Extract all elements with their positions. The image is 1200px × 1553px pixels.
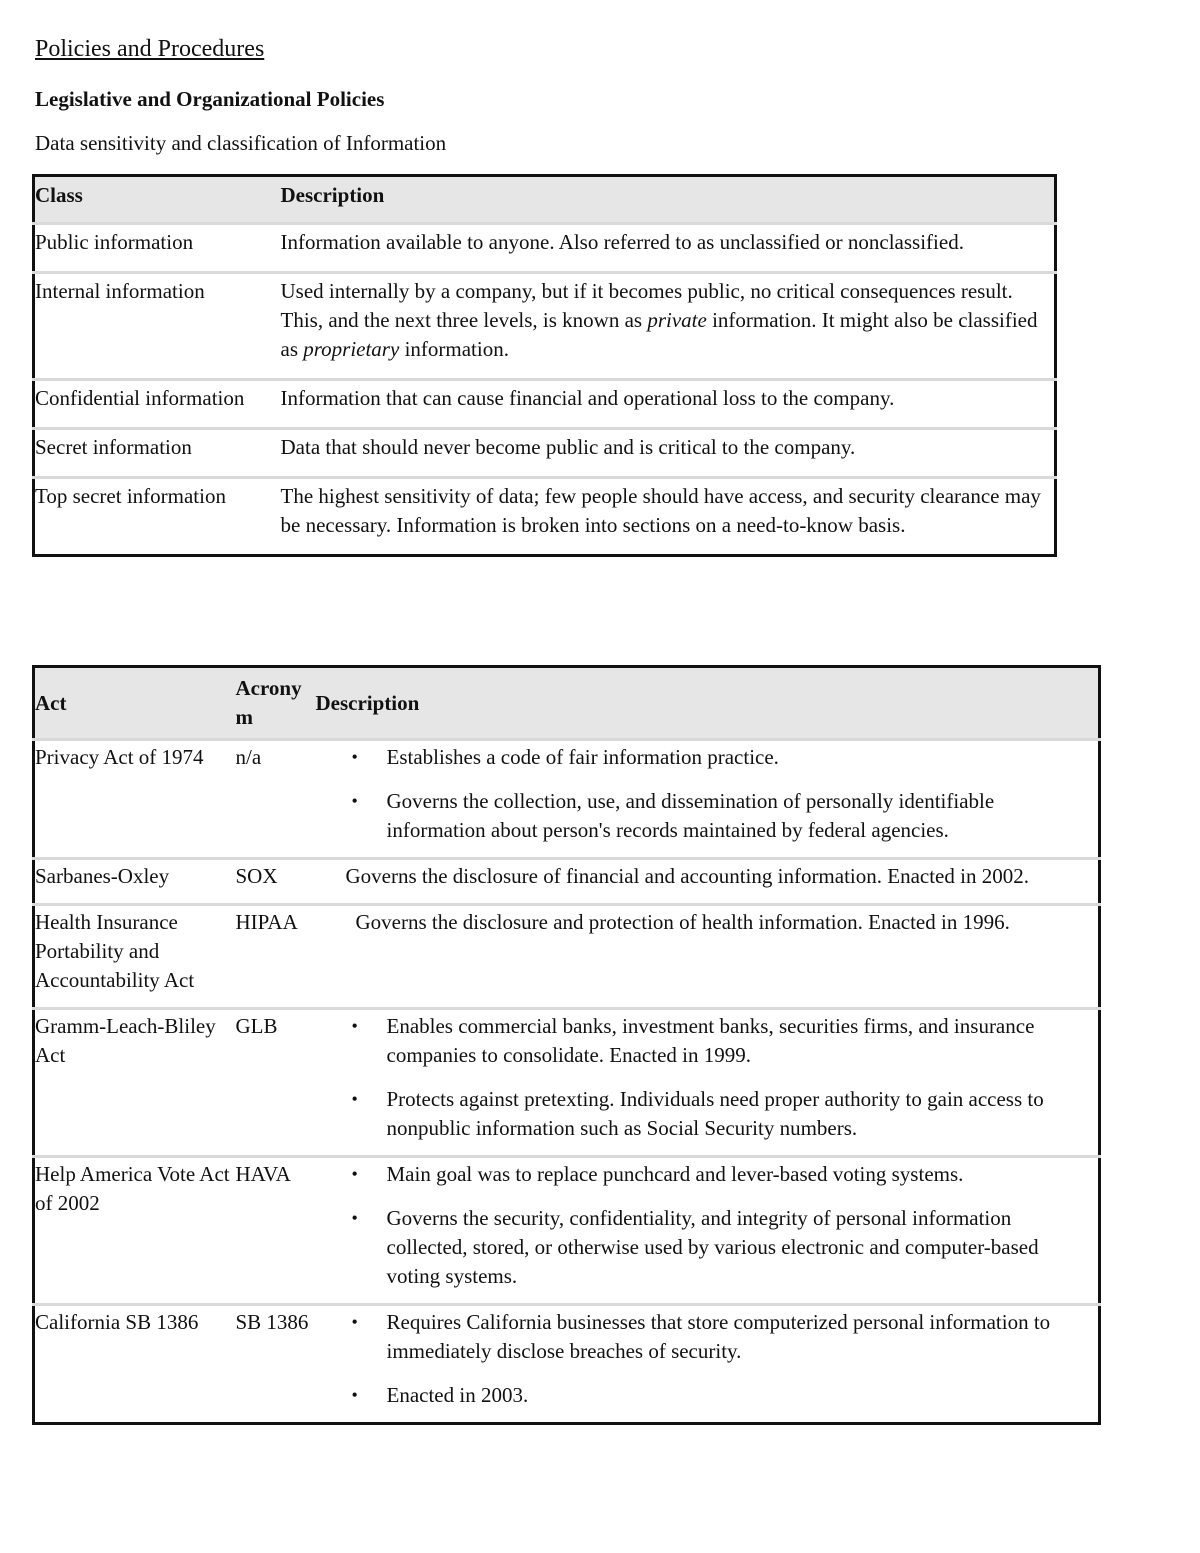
column-header-acronym bbox=[236, 667, 316, 740]
description-cell bbox=[281, 273, 1056, 380]
bullet-text: Requires California businesses that store computerized personal information to immediately disclose breaches of security. bbox=[386, 1310, 1051, 1363]
emphasis-text: private bbox=[647, 308, 707, 332]
table-row bbox=[34, 224, 1056, 273]
description-text: Used internally by a company, but if it becomes public, no critical consequences result. This, and the next three levels, is known as bbox=[280, 279, 1013, 332]
table-row bbox=[34, 740, 1100, 859]
description-cell: The highest sensitivity of data; few people should have access, and security clearance may be necessary. Information is broken into sections on a need-to-know basis. bbox=[281, 478, 1056, 556]
table-header-row bbox=[34, 667, 1100, 740]
intro-text: Data sensitivity and classification of Information bbox=[35, 131, 447, 155]
bullet-icon: • bbox=[351, 1016, 358, 1036]
act-cell: Sarbanes-Oxley bbox=[34, 859, 236, 905]
column-header-description: Description bbox=[280, 183, 385, 207]
act-cell: Privacy Act of 1974 bbox=[34, 740, 236, 859]
act-cell: Gramm-Leach-Bliley Act bbox=[34, 1009, 236, 1157]
acronym-cell: HAVA bbox=[236, 1157, 316, 1305]
table-row bbox=[34, 905, 1100, 1009]
acronym-cell: SOX bbox=[236, 859, 316, 905]
bullet-list bbox=[316, 1012, 1091, 1143]
classification-table bbox=[32, 174, 1057, 557]
table-row bbox=[34, 859, 1100, 905]
description-cell: Information available to anyone. Also referred to as unclassified or nonclassified. bbox=[281, 224, 1056, 273]
description-cell bbox=[316, 1009, 1100, 1157]
table-row bbox=[34, 478, 1056, 556]
bullet-item bbox=[316, 1012, 1091, 1070]
bullet-item bbox=[316, 743, 1091, 772]
bullet-icon: • bbox=[351, 1312, 358, 1332]
column-header-class: Class bbox=[35, 183, 83, 207]
description-text: Governs the disclosure and protection of health information. Enacted in 1996. bbox=[355, 910, 1010, 934]
bullet-icon: • bbox=[351, 1385, 358, 1405]
column-header-act: Act bbox=[35, 690, 67, 715]
bullet-text: Governs the security, confidentiality, and integrity of personal information collected, stored, or otherwise used by various electronic and computer-based voting systems. bbox=[386, 1206, 1039, 1288]
table-row bbox=[34, 1305, 1100, 1424]
description-text: information. It might also be classified as bbox=[280, 308, 1038, 361]
act-cell: California SB 1386 bbox=[34, 1305, 236, 1424]
bullet-text: Governs the collection, use, and dissemination of personally identifiable information about person's records maintained by federal agencies. bbox=[386, 789, 995, 842]
bullet-text: Protects against pretexting. Individuals need proper authority to gain access to nonpublic information such as Social Security numbers. bbox=[386, 1087, 1044, 1140]
acronym-cell: GLB bbox=[236, 1009, 316, 1157]
bullet-item bbox=[316, 1381, 1091, 1410]
bullet-list bbox=[316, 1160, 1091, 1291]
class-cell: Internal information bbox=[34, 273, 281, 380]
acronym-header-line: Acrony bbox=[235, 676, 302, 700]
bullet-item bbox=[316, 1204, 1091, 1291]
bullet-item bbox=[316, 787, 1091, 845]
acronym-cell: SB 1386 bbox=[236, 1305, 316, 1424]
bullet-item bbox=[316, 1085, 1091, 1143]
section-heading: Legislative and Organizational Policies bbox=[35, 87, 385, 111]
page-title: Policies and Procedures bbox=[35, 36, 265, 62]
bullet-icon: • bbox=[351, 1089, 358, 1109]
act-cell: Health Insurance Portability and Accountability Act bbox=[34, 905, 236, 1009]
description-cell bbox=[316, 905, 1100, 1009]
class-cell: Public information bbox=[34, 224, 281, 273]
description-cell bbox=[316, 740, 1100, 859]
class-cell: Top secret information bbox=[34, 478, 281, 556]
bullet-text: Enables commercial banks, investment banks, securities firms, and insurance companies to consolidate. Enacted in 1999. bbox=[386, 1014, 1035, 1067]
acronym-header-line: m bbox=[235, 705, 253, 729]
bullet-item bbox=[316, 1160, 1091, 1189]
acts-table bbox=[32, 665, 1101, 1425]
table-row bbox=[34, 429, 1056, 478]
class-cell: Secret information bbox=[34, 429, 281, 478]
description-cell bbox=[316, 1157, 1100, 1305]
bullet-icon: • bbox=[351, 791, 358, 811]
acronym-cell: HIPAA bbox=[236, 905, 316, 1009]
table-row bbox=[34, 380, 1056, 429]
description-text: Governs the disclosure of financial and accounting information. Enacted in 2002. bbox=[345, 864, 1029, 888]
bullet-text: Establishes a code of fair information practice. bbox=[386, 745, 779, 769]
bullet-text: Enacted in 2003. bbox=[386, 1383, 529, 1407]
bullet-icon: • bbox=[351, 747, 358, 767]
table-header-row bbox=[34, 176, 1056, 224]
bullet-icon: • bbox=[351, 1164, 358, 1184]
description-cell: Information that can cause financial and operational loss to the company. bbox=[281, 380, 1056, 429]
description-cell: Data that should never become public and is critical to the company. bbox=[281, 429, 1056, 478]
description-cell bbox=[316, 1305, 1100, 1424]
acronym-cell: n/a bbox=[236, 740, 316, 859]
emphasis-text: proprietary bbox=[303, 337, 400, 361]
act-cell: Help America Vote Act of 2002 bbox=[34, 1157, 236, 1305]
bullet-list bbox=[316, 743, 1091, 845]
description-text: information. bbox=[399, 337, 509, 361]
column-header-description: Description bbox=[315, 690, 420, 715]
bullet-text: Main goal was to replace punchcard and lever-based voting systems. bbox=[386, 1162, 964, 1186]
class-cell: Confidential information bbox=[34, 380, 281, 429]
table-row bbox=[34, 273, 1056, 380]
table-row bbox=[34, 1157, 1100, 1305]
bullet-icon: • bbox=[351, 1208, 358, 1228]
table-row bbox=[34, 1009, 1100, 1157]
bullet-list bbox=[316, 1308, 1091, 1410]
description-cell bbox=[316, 859, 1100, 905]
bullet-item bbox=[316, 1308, 1091, 1366]
